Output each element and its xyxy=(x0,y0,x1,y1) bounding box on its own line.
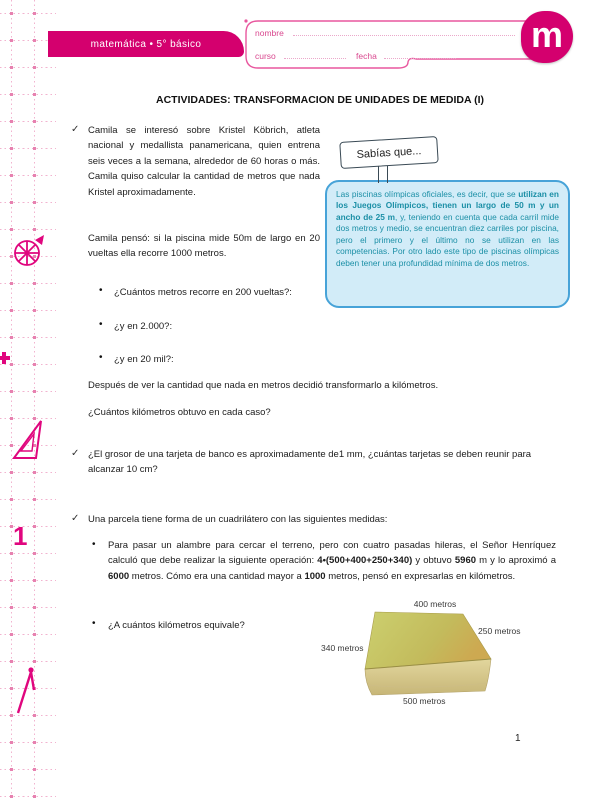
parcel-side-bottom-label: 500 metros xyxy=(403,696,446,706)
activity1-followup-1: Después de ver la cantidad que nada en metros decidió transformarlo a kilómetros. xyxy=(88,380,439,391)
bullet-icon: • xyxy=(92,618,96,629)
brand-logo-letter: m xyxy=(530,14,563,55)
parcel-side-top-label: 400 metros xyxy=(413,599,457,609)
activity1-thought: Camila pensó: si la piscina mide 50m de largo en 20 vueltas ella recorre 1000 metros. xyxy=(88,233,320,260)
activity1-question-2: ¿y en 2.000?: xyxy=(114,321,173,332)
parcel-side-left-label: 340 metros xyxy=(321,643,364,653)
bullet-icon: • xyxy=(99,352,103,363)
margin-number-one: 1 xyxy=(13,521,28,551)
bullet-icon: • xyxy=(99,319,103,330)
page-title: ACTIVIDADES: TRANSFORMACION DE UNIDADES DE MEDIDA (I) xyxy=(155,94,485,106)
did-you-know-bubble: Sabías que... xyxy=(339,136,438,169)
name-label: nombre xyxy=(255,28,284,38)
margin-grid xyxy=(0,0,56,800)
brand-logo xyxy=(521,11,573,63)
callout-stem xyxy=(378,165,388,183)
activity2-text: ¿El grosor de una tarjeta de banco es aproximadamente de1 mm, ¿cuántas tarjetas se deben reunir para alcanzar 10 cm? xyxy=(88,449,532,476)
activity3-intro: Una parcela tiene forma de un cuadrilátero con las siguientes medidas: xyxy=(88,514,388,525)
date-field[interactable] xyxy=(384,49,456,59)
activity1-question-3: ¿y en 20 mil?: xyxy=(114,354,174,365)
bullet-icon: • xyxy=(99,285,103,296)
activity1-intro: Camila se interesó sobre Kristel Köbrich, atleta nacional y medallista panamericana, quien entrena seis veces a la semana, alrededor de 60 horas o más. Camila quiso calcular la cantidad de metros que nada Kristel aproximadamente. xyxy=(88,125,320,198)
check-icon: ✓ xyxy=(71,448,80,459)
did-you-know-box: Las piscinas olímpicas oficiales, es decir, que se utilizan en los Juegos Olímpicos, tienen un largo de 50 m y un ancho de 25 m, y, teniendo en cuenta que cada carril mide dos metros y medio, se encuentran diez carriles por piscina, pero el primero y el último no se utilizan en las competencias. Por otro lado este tipo de piscinas olímpicas deben tener una profundidad mínima de dos metros. xyxy=(325,180,570,308)
course-banner: matemática • 5° básico xyxy=(48,31,244,57)
activity3-question: ¿A cuántos kilómetros equivale? xyxy=(108,620,245,631)
check-icon: ✓ xyxy=(71,513,80,524)
parcel-side-right-label: 250 metros xyxy=(478,626,521,636)
header-form-outline xyxy=(238,16,548,76)
check-icon: ✓ xyxy=(71,124,80,135)
bullet-icon: • xyxy=(92,539,96,550)
course-label: curso xyxy=(255,51,276,61)
page-number: 1 xyxy=(515,733,521,744)
date-label: fecha xyxy=(356,51,377,61)
name-field[interactable] xyxy=(293,26,515,36)
activity1-followup-2: ¿Cuántos kilómetros obtuvo en cada caso? xyxy=(88,407,271,418)
course-field[interactable] xyxy=(284,49,346,59)
activity1-question-1: ¿Cuántos metros recorre en 200 vueltas?: xyxy=(114,287,292,298)
activity3-detail: Para pasar un alambre para cercar el terreno, pero con cuatro pasadas hileras, el Señor Henríquez calculó que debe realizar la siguiente operación: 4•(500+400+250+340) y obtuvo 5960 m y lo aproximó a 6000 metros. Cómo era una cantidad mayor a 1000 metros, pensó en expresarlas en kilómetros. xyxy=(108,540,556,582)
parcel-figure xyxy=(315,593,555,718)
